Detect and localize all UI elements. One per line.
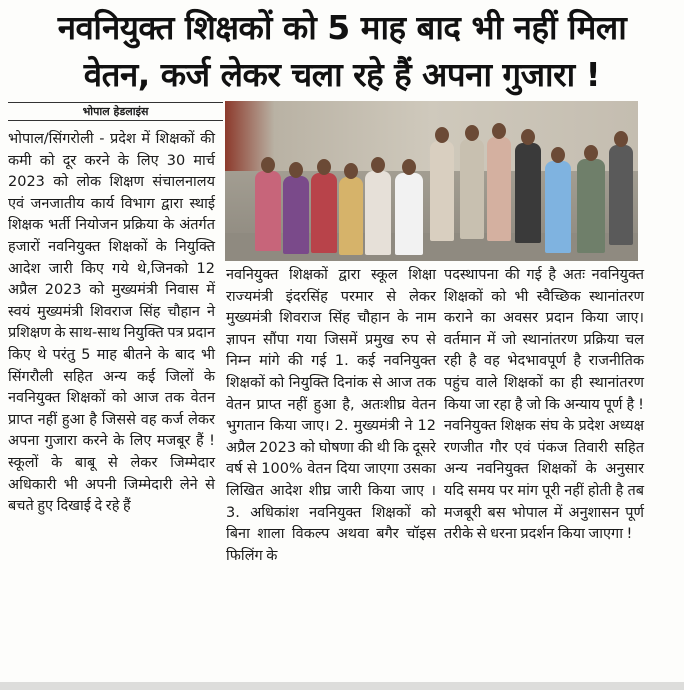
article-text: पदस्थापना की गई है अतः नवनियुक्त शिक्षकों को भी स्वैच्छिक स्थानांतरण कराने का अवसर प्रदान किया जाए। वर्तमान में जो स्थानांतरण प्रक्रिया चल रही है वह भेदभावपूर्ण है राजनीतिक पहुंच वाले शिक्षकों का ही स्थानांतरण किया जा रहा है जो कि अन्याय पूर्ण है ! नवनियुक्त शिक्षक संघ के प्रदेश अध्यक्ष रणजीत गौर एवं पंकज तिवारी सहित अन्य नवनियुक्त शिक्षकों के अनुसार यदि समय पर मांग पूरी नहीं होती है तब मजबूरी बस भोपाल में अनुशासन पूर्ण तरीके से धरना प्रदर्शन किया जाएगा !	[444, 267, 644, 543]
article-column-2	[226, 265, 436, 567]
headline-line-1: नवनियुक्त शिक्षकों को 5 माह बाद भी नहीं मिला	[57, 8, 627, 47]
byline: भोपाल हेडलाइंस	[82, 105, 149, 118]
article-text: नवनियुक्त शिक्षकों द्वारा स्कूल शिक्षा राज्यमंत्री इंदरसिंह परमार से लेकर मुख्यमंत्री शिवराज सिंह चौहान के नाम ज्ञापन सौंपा गया जिसमें प्रमुख रुप से निम्न मांगे की गई 1. कई नवनियुक्त शिक्षकों को नियुक्ति दिनांक से आज तक वेतन प्राप्त नहीं हुआ है, अतःशीघ्र वेतन भुगतान किया जाए। 2. मुख्यमंत्री ने 12 अप्रैल 2023 को घोषणा की थी कि दूसरे वर्ष से 100% वेतन दिया जाएगा उसका लिखित आदेश शीघ्र जारी किया जाए । 3. अधिकांश नवनियुक्त शिक्षकों को बिना शाला विकल्प अथवा बगैर चॉइस फिलिंग के	[226, 267, 436, 564]
headline-line-2: वेतन, कर्ज लेकर चला रहे हैं अपना गुजारा !	[83, 55, 601, 94]
group-photo	[225, 101, 638, 261]
article-column-1	[8, 129, 215, 518]
article-column-3	[444, 265, 644, 546]
article-text: भोपाल/सिंगरोली - प्रदेश में शिक्षकों की कमी को दूर करने के लिए 30 मार्च 2023 को लोक शिक्षण संचालनालय एवं जनजातीय कार्य विभाग द्वारा स्थाई शिक्षक भर्ती नियोजन प्रक्रिया के अंतर्गत हजारों नवनियुक्त शिक्षकों के नियुक्ति आदेश जारी किए गये थे,जिनको 12 अप्रैल 2023 को मुख्यमंत्री निवास में स्वयं मुख्यमंत्री शिवराज सिंह चौहान ने प्रशिक्षण के साथ-साथ नियुक्ति पत्र प्रदान किए थे परंतु 5 माह बीतने के बाद भी सिंगरौली सहित अन्य कई जिलों के नवनियुक्त शिक्षकों को आज तक वेतन प्राप्त नहीं हुआ है जिससे वह कर्ज लेकर अपना गुजारा करने के लिए मजबूर हैं ! स्कूलों के बाबू से लेकर जिम्मेदार अधिकारी भी अपनी जिम्मेदारी लेने से बचते हुए दिखाई दे रहे हैं	[8, 131, 215, 515]
byline-top-rule	[8, 102, 223, 103]
page-bottom-edge	[0, 682, 684, 690]
byline-bottom-rule	[8, 120, 223, 121]
